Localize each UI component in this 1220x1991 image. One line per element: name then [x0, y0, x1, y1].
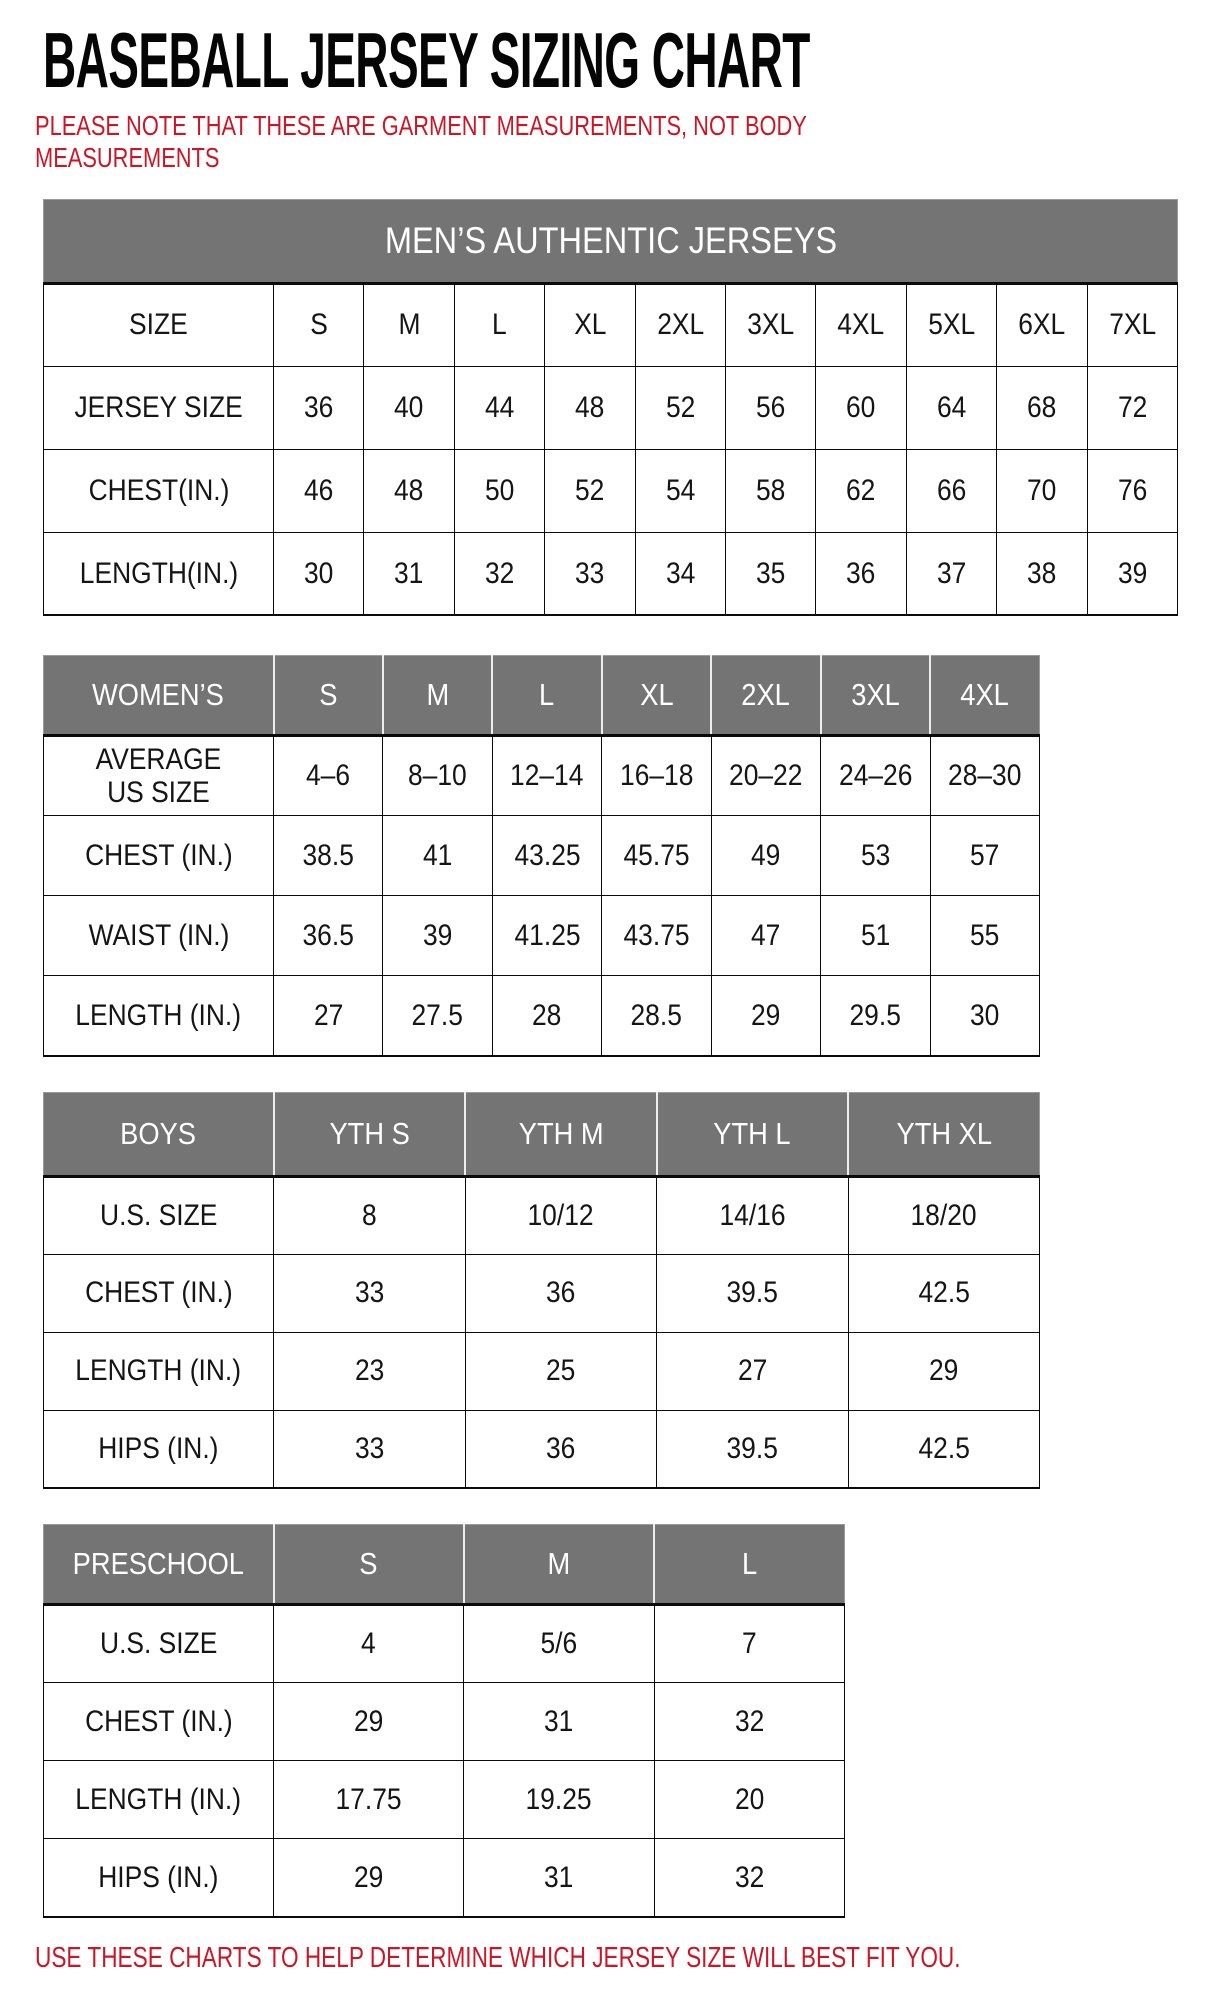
column-header: 3XL [821, 656, 930, 736]
table-cell: 48 [545, 366, 635, 449]
table-row [44, 816, 1040, 896]
table-cell: 27 [274, 976, 383, 1056]
table-cell: 32 [654, 1683, 844, 1761]
column-header: YTH M [465, 1092, 657, 1176]
table-row [44, 1683, 845, 1761]
row-label: LENGTH(IN.) [44, 532, 274, 615]
table-cell: 29.5 [821, 976, 930, 1056]
table-cell: 24–26 [821, 736, 930, 816]
table-cell: 46 [274, 449, 364, 532]
preschool-table-label: PRESCHOOL [44, 1525, 274, 1605]
table-cell: 45.75 [602, 816, 711, 896]
table-cell: 38.5 [274, 816, 383, 896]
table-cell: 50 [454, 449, 544, 532]
table-cell: 49 [711, 816, 820, 896]
boys-table-label: BOYS [44, 1092, 274, 1176]
table-cell: 10/12 [465, 1176, 657, 1254]
table-cell: 25 [465, 1332, 657, 1410]
womens-table [43, 655, 1040, 1057]
table-cell: 39.5 [657, 1254, 849, 1332]
table-row [44, 532, 1178, 615]
table-cell: 4 [274, 1605, 464, 1683]
row-label: LENGTH (IN.) [44, 1761, 274, 1839]
table-cell: 76 [1087, 449, 1177, 532]
bottom-note-text: USE THESE CHARTS TO HELP DETERMINE WHICH JERSEY SIZE WILL BEST FIT YOU. [35, 1941, 961, 1974]
table-cell: 56 [725, 366, 815, 449]
row-label: LENGTH (IN.) [44, 1332, 274, 1410]
page-title [43, 16, 1220, 104]
column-header: 2XL [711, 656, 820, 736]
table-row [44, 449, 1178, 532]
table-row [44, 1410, 1040, 1488]
table-cell: 23 [274, 1332, 466, 1410]
table-cell: 40 [364, 366, 454, 449]
table-cell: 29 [274, 1839, 464, 1917]
top-note-text: PLEASE NOTE THAT THESE ARE GARMENT MEASUREMENTS, NOT BODY MEASUREMENTS [35, 110, 807, 174]
table-cell: 33 [545, 532, 635, 615]
table-cell: 36 [465, 1410, 657, 1488]
table-row [44, 1332, 1040, 1410]
table-cell: 16–18 [602, 736, 711, 816]
table-cell: 51 [821, 896, 930, 976]
column-header: L [654, 1525, 844, 1605]
row-label: HIPS (IN.) [44, 1839, 274, 1917]
table-cell: 52 [635, 366, 725, 449]
table-cell: 12–14 [492, 736, 601, 816]
table-cell: 20–22 [711, 736, 820, 816]
row-label: WAIST (IN.) [44, 896, 274, 976]
column-header: YTH S [274, 1092, 466, 1176]
table-cell: 62 [816, 449, 906, 532]
mens-table [43, 199, 1178, 617]
table-cell: 32 [454, 532, 544, 615]
table-cell: 41 [383, 816, 492, 896]
table-cell: 44 [454, 366, 544, 449]
table-row [44, 896, 1040, 976]
table-cell: 28 [492, 976, 601, 1056]
table-cell: 28–30 [930, 736, 1039, 816]
table-cell: M [364, 283, 454, 366]
preschool-table-header-row [44, 1525, 845, 1605]
table-cell: 39.5 [657, 1410, 849, 1488]
table-cell: 32 [654, 1839, 844, 1917]
table-cell: 53 [821, 816, 930, 896]
table-cell: 66 [906, 449, 996, 532]
table-cell: 4–6 [274, 736, 383, 816]
row-label: U.S. SIZE [44, 1605, 274, 1683]
row-label: AVERAGE US SIZE [44, 736, 274, 816]
table-cell: 52 [545, 449, 635, 532]
table-cell: 17.75 [274, 1761, 464, 1839]
row-label: CHEST (IN.) [44, 816, 274, 896]
table-row [44, 1254, 1040, 1332]
table-cell: 4XL [816, 283, 906, 366]
column-header: XL [602, 656, 711, 736]
table-cell: 29 [711, 976, 820, 1056]
table-cell: 41.25 [492, 896, 601, 976]
table-cell: XL [545, 283, 635, 366]
table-row [44, 1605, 845, 1683]
table-cell: 54 [635, 449, 725, 532]
row-label: HIPS (IN.) [44, 1410, 274, 1488]
table-cell: 58 [725, 449, 815, 532]
table-cell: 7 [654, 1605, 844, 1683]
boys-table [43, 1092, 1040, 1490]
top-note [35, 110, 1220, 175]
table-cell: 43.25 [492, 816, 601, 896]
column-header: M [383, 656, 492, 736]
table-cell: L [454, 283, 544, 366]
table-cell: 18/20 [848, 1176, 1040, 1254]
table-row [44, 366, 1178, 449]
table-row [44, 976, 1040, 1056]
table-row [44, 1839, 845, 1917]
boys-table-header-row [44, 1092, 1040, 1176]
table-cell: 30 [274, 532, 364, 615]
page-title-text: BASEBALL JERSEY SIZING CHART [43, 16, 810, 104]
table-row [44, 283, 1178, 366]
bottom-note [35, 1942, 1220, 1975]
row-label: CHEST (IN.) [44, 1683, 274, 1761]
table-cell: 37 [906, 532, 996, 615]
table-cell: 64 [906, 366, 996, 449]
table-cell: 27.5 [383, 976, 492, 1056]
table-cell: 19.25 [464, 1761, 654, 1839]
row-label: U.S. SIZE [44, 1176, 274, 1254]
table-cell: 27 [657, 1332, 849, 1410]
table-cell: 72 [1087, 366, 1177, 449]
table-cell: 7XL [1087, 283, 1177, 366]
table-cell: 36 [816, 532, 906, 615]
column-header: YTH L [657, 1092, 849, 1176]
table-cell: 30 [930, 976, 1039, 1056]
table-cell: 39 [1087, 532, 1177, 615]
table-cell: S [274, 283, 364, 366]
table-cell: 35 [725, 532, 815, 615]
mens-table-header-row [44, 199, 1178, 283]
column-header: M [464, 1525, 654, 1605]
table-cell: 57 [930, 816, 1039, 896]
table-cell: 5XL [906, 283, 996, 366]
table-cell: 31 [364, 532, 454, 615]
table-row [44, 1761, 845, 1839]
table-cell: 55 [930, 896, 1039, 976]
table-cell: 38 [997, 532, 1087, 615]
row-label: CHEST(IN.) [44, 449, 274, 532]
column-header: YTH XL [848, 1092, 1040, 1176]
womens-table-label: WOMEN’S [44, 656, 274, 736]
table-cell: 3XL [725, 283, 815, 366]
table-cell: 29 [274, 1683, 464, 1761]
table-cell: 31 [464, 1839, 654, 1917]
preschool-table [43, 1524, 845, 1918]
column-header: S [274, 656, 383, 736]
womens-table-header-row [44, 656, 1040, 736]
table-cell: 36 [274, 366, 364, 449]
table-cell: 31 [464, 1683, 654, 1761]
column-header: L [492, 656, 601, 736]
table-cell: 36.5 [274, 896, 383, 976]
row-label: LENGTH (IN.) [44, 976, 274, 1056]
row-label: SIZE [44, 283, 274, 366]
table-cell: 29 [848, 1332, 1040, 1410]
table-cell: 70 [997, 449, 1087, 532]
row-label: JERSEY SIZE [44, 366, 274, 449]
table-cell: 8 [274, 1176, 466, 1254]
table-cell: 28.5 [602, 976, 711, 1056]
table-cell: 2XL [635, 283, 725, 366]
table-row [44, 736, 1040, 816]
table-cell: 34 [635, 532, 725, 615]
table-cell: 20 [654, 1761, 844, 1839]
table-cell: 5/6 [464, 1605, 654, 1683]
table-cell: 14/16 [657, 1176, 849, 1254]
column-header: 4XL [930, 656, 1039, 736]
row-label: CHEST (IN.) [44, 1254, 274, 1332]
table-cell: 47 [711, 896, 820, 976]
table-cell: 33 [274, 1254, 466, 1332]
table-row [44, 1176, 1040, 1254]
table-cell: 43.75 [602, 896, 711, 976]
table-cell: 42.5 [848, 1410, 1040, 1488]
column-header: S [274, 1525, 464, 1605]
table-cell: 39 [383, 896, 492, 976]
table-cell: 48 [364, 449, 454, 532]
table-cell: 60 [816, 366, 906, 449]
table-cell: 8–10 [383, 736, 492, 816]
table-cell: 68 [997, 366, 1087, 449]
mens-table-title-text: MEN’S AUTHENTIC JERSEYS [384, 219, 837, 261]
table-cell: 6XL [997, 283, 1087, 366]
table-cell: 33 [274, 1410, 466, 1488]
mens-table-title [44, 199, 1178, 283]
table-cell: 36 [465, 1254, 657, 1332]
table-cell: 42.5 [848, 1254, 1040, 1332]
